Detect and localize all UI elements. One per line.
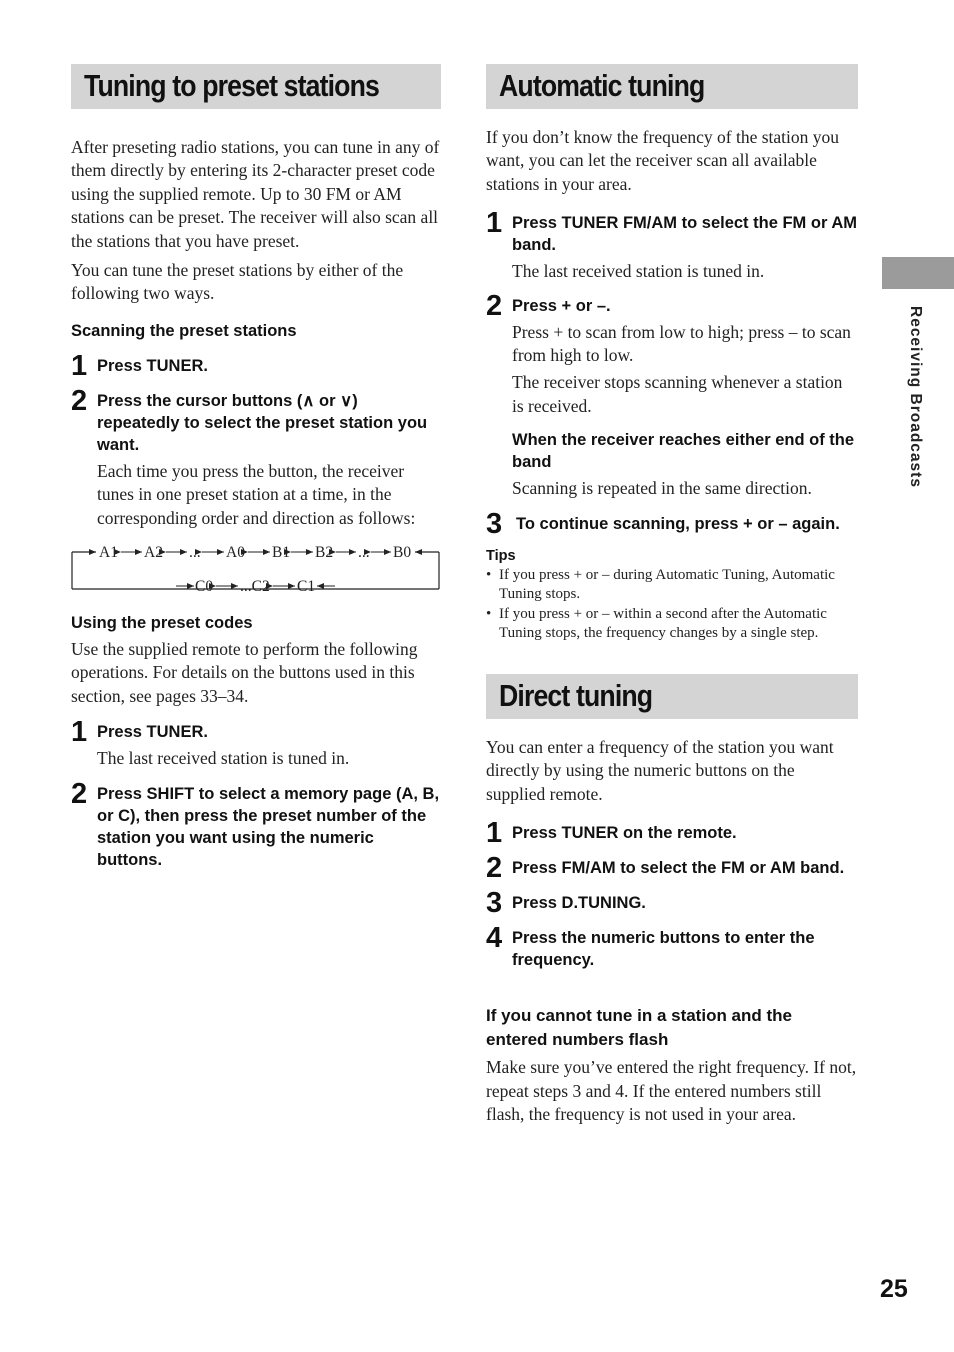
sequence-label: C1 [297, 578, 316, 593]
scan-step-1 [71, 349, 441, 382]
sequence-arrows-svg [71, 540, 441, 592]
step-note: The last received station is tuned in. [97, 748, 350, 769]
section-banner-preset [71, 64, 441, 109]
step-number: 1 [71, 716, 88, 749]
preset-codes-subheading: Using the preset codes [71, 614, 253, 633]
preset-ways-paragraph: You can tune the preset stations by either of the following two ways. [71, 260, 404, 304]
step-number: 1 [71, 349, 88, 382]
sequence-label: C0 [195, 578, 214, 593]
step-instruction: Press the numeric buttons to enter the frequency. [512, 929, 815, 970]
direct-step-3 [486, 887, 858, 920]
step-note: Press + to scan from low to high; press – to scan from high to low. [512, 321, 851, 366]
sequence-label: A1 [99, 544, 118, 562]
direct-intro: You can enter a frequency of the station you want directly by using the numeric buttons on the supplied remote. [486, 737, 834, 804]
step-instruction: Press TUNER FM/AM to select the FM or AM band. [512, 214, 858, 255]
step-note: The receiver stops scanning whenever a station is received. [512, 372, 843, 416]
step-number: 1 [486, 207, 503, 240]
trouble-subheading: If you cannot tune in a station and the entered numbers flash [486, 1006, 793, 1050]
section-title-preset: Tuning to preset stations [84, 68, 379, 103]
sequence-label: B1 [272, 544, 291, 562]
step-number: 2 [486, 289, 503, 322]
step-number: 2 [486, 852, 503, 885]
scanning-subheading: Scanning the preset stations [71, 321, 297, 340]
step-note: Each time you press the button, the receiver tunes in one preset station at a time, in the corresponding order and direction as follows: [97, 460, 416, 528]
direct-step-2 [486, 852, 858, 885]
automatic-intro: If you don’t know the frequency of the station you want, you can let the receiver scan all available stations in your area. [486, 127, 839, 194]
preset-intro-paragraph: After preseting radio stations, you can tune in any of them directly by entering its 2-character preset code using the supplied remote. Up to 30 FM or AM stations can be preset. The receiver will also scan all the stations that you have preset. [71, 137, 440, 251]
sequence-label: B2 [315, 544, 334, 562]
step-number: 4 [486, 922, 503, 955]
step-instruction: Press + or –. [512, 296, 611, 315]
tip-item: • If you press + or – during Automatic Tuning, Automatic Tuning stops. [486, 566, 858, 605]
sequence-label: ...C2 [240, 578, 270, 593]
sequence-label: ... [358, 544, 370, 562]
sequence-label: A2 [144, 544, 163, 562]
step-number: 3 [486, 887, 503, 920]
step-number: 2 [71, 777, 88, 810]
direct-step-4 [486, 922, 858, 971]
side-tab-marker [882, 257, 954, 289]
step-instruction: Press TUNER. [97, 723, 208, 742]
step-instruction: Press FM/AM to select the FM or AM band. [512, 859, 845, 878]
codes-step-2 [71, 777, 441, 871]
sequence-label: ... [189, 544, 201, 562]
step-instruction: Press the cursor buttons (∧ or ∨) repeatedly to select the preset station you want. [97, 391, 428, 454]
step-note: The last received station is tuned in. [512, 261, 765, 282]
scan-step-2 [71, 384, 441, 530]
step-number: 1 [486, 817, 503, 850]
auto-step-2 [486, 289, 858, 501]
left-column [71, 64, 441, 871]
band-end-note: Scanning is repeated in the same direction. [512, 478, 812, 499]
section-title-direct: Direct tuning [499, 678, 653, 714]
step-instruction: Press TUNER. [97, 356, 208, 375]
side-chapter-label: Receiving Broadcasts [907, 306, 924, 488]
section-banner-automatic [486, 64, 858, 109]
trouble-note: Make sure you’ve entered the right frequency. If not, repeat steps 3 and 4. If the entered numbers still flash, the frequency is not used in your area. [486, 1057, 857, 1125]
auto-step-1 [486, 207, 858, 283]
step-instruction: To continue scanning, press + or – again. [516, 514, 840, 533]
sequence-label: B0 [393, 544, 412, 562]
codes-step-1 [71, 716, 441, 770]
tip-item: • If you press + or – within a second after the Automatic Tuning stops, the frequency changes by a single step. [486, 605, 858, 644]
page-number: 25 [880, 1275, 908, 1303]
section-banner-direct [486, 674, 858, 719]
direct-step-1 [486, 817, 858, 850]
right-column [486, 64, 858, 1126]
step-instruction: Press SHIFT to select a memory page (A, B, or C), then press the preset number of the station you want using the numeric buttons. [97, 784, 440, 869]
step-number: 2 [71, 384, 88, 417]
preset-sequence-diagram [71, 540, 441, 592]
step-instruction: Press D.TUNING. [512, 894, 646, 913]
step-instruction: Press TUNER on the remote. [512, 824, 737, 843]
auto-step-3 [486, 507, 858, 540]
section-title-automatic: Automatic tuning [499, 68, 705, 103]
tips-list [486, 566, 858, 644]
band-end-heading: When the receiver reaches either end of the band [512, 431, 855, 472]
preset-codes-intro: Use the supplied remote to perform the following operations. For details on the buttons used in this section, see pages 33–34. [71, 639, 418, 706]
tips-heading: Tips [486, 547, 516, 564]
step-number: 3 [486, 507, 503, 540]
sequence-label: A0 [226, 544, 245, 562]
